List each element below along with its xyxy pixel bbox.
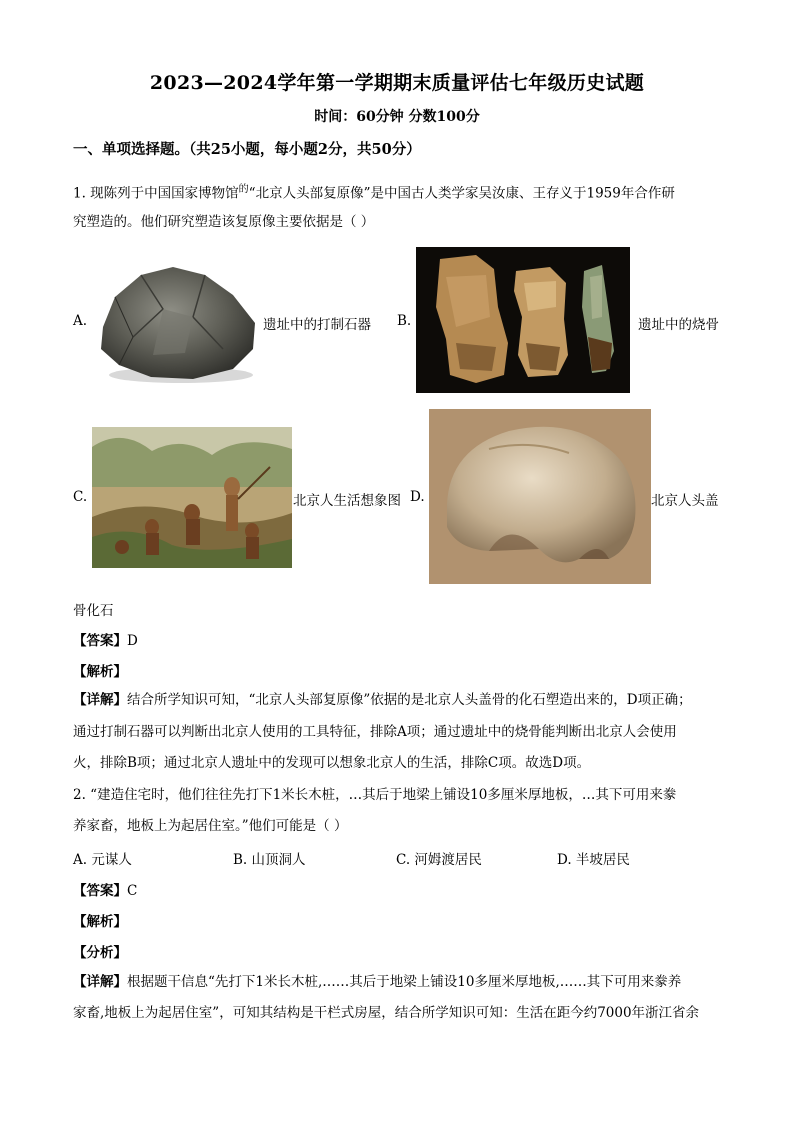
q1-stem-line1: 1. 现陈列于中国国家博物馆$^的$“北京人头部复原像”是中国古人类学家吴汝康、王存义于1959年合作研 xyxy=(73,184,675,202)
q1-option-c-text: 北京人生活想象图 xyxy=(293,493,401,509)
q1-detail-line1: 【详解】结合所学知识可知，“北京人头部复原像”依据的是北京人头盖骨的化石塑造出来的，D项正确； xyxy=(73,692,692,708)
q1-option-a-letter: A. xyxy=(73,313,88,329)
skull-cap-fossil-image xyxy=(429,409,651,584)
page-title: 2023—2024学年第一学期期末质量评估七年级历史试题 xyxy=(149,72,645,94)
q1-option-d-letter: D. xyxy=(410,489,425,505)
q2-answer: 【答案】C xyxy=(73,883,138,899)
q2-analysis-tag: 【解析】 xyxy=(73,914,127,930)
q1-option-d-text: 北京人头盖 xyxy=(651,493,719,509)
q2-stem-line2: 养家畜，地板上为起居住室。”他们可能是（ ） xyxy=(73,818,348,834)
q1-answer: 【答案】D xyxy=(73,633,138,649)
exam-time-score: 时间：60分钟 分数100分 xyxy=(314,109,480,125)
q1-detail-line3: 火，排除B项；通过北京人遗址中的发现可以想象北京人的生活，排除C项。故选D项。 xyxy=(73,755,591,771)
q2-detail-line2: 家畜,地板上为起居住室”，可知其结构是干栏式房屋，结合所学知识可知：生活在距今约7000年浙江省余 xyxy=(73,1005,700,1021)
q1-option-b-letter: B. xyxy=(397,313,412,329)
q2-option-a: A. 元谋人 xyxy=(73,852,132,868)
q2-option-c: C. 河姆渡居民 xyxy=(396,852,482,868)
q1-analysis-tag: 【解析】 xyxy=(73,664,127,680)
q2-stem-line1: 2. “建造住宅时，他们往往先打下1米长木桩，…其后于地梁上铺设10多厘米厚地板，…其下可用来豢 xyxy=(73,787,677,803)
q2-detail-line1: 【详解】根据题干信息“先打下1米长木桩,……其后于地梁上铺设10多厘米厚地板,……其下可用来豢养 xyxy=(73,974,682,990)
stone-tool-image xyxy=(93,257,261,387)
q1-stem-line2: 究塑造的。他们研究塑造该复原像主要依据是（ ） xyxy=(73,214,375,230)
burnt-bone-image xyxy=(416,247,630,393)
section-heading: 一、单项选择题。（共25小题，每小题2分，共50分） xyxy=(73,141,421,158)
q2-option-d: D. 半坡居民 xyxy=(557,852,630,868)
q1-detail-line2: 通过打制石器可以判断出北京人使用的工具特征，排除A项；通过遗址中的烧骨能判断出北京人会使用 xyxy=(73,724,677,740)
q1-option-a-text: 遗址中的打制石器 xyxy=(263,317,371,333)
q1-option-b-text: 遗址中的烧骨 xyxy=(638,317,719,333)
q2-option-b: B. 山顶洞人 xyxy=(233,852,306,868)
q2-fenxi-tag: 【分析】 xyxy=(73,945,127,961)
peking-man-life-painting xyxy=(92,427,292,568)
q1-option-d-text-continued: 骨化石 xyxy=(73,603,114,619)
q1-option-c-letter: C. xyxy=(73,489,88,505)
